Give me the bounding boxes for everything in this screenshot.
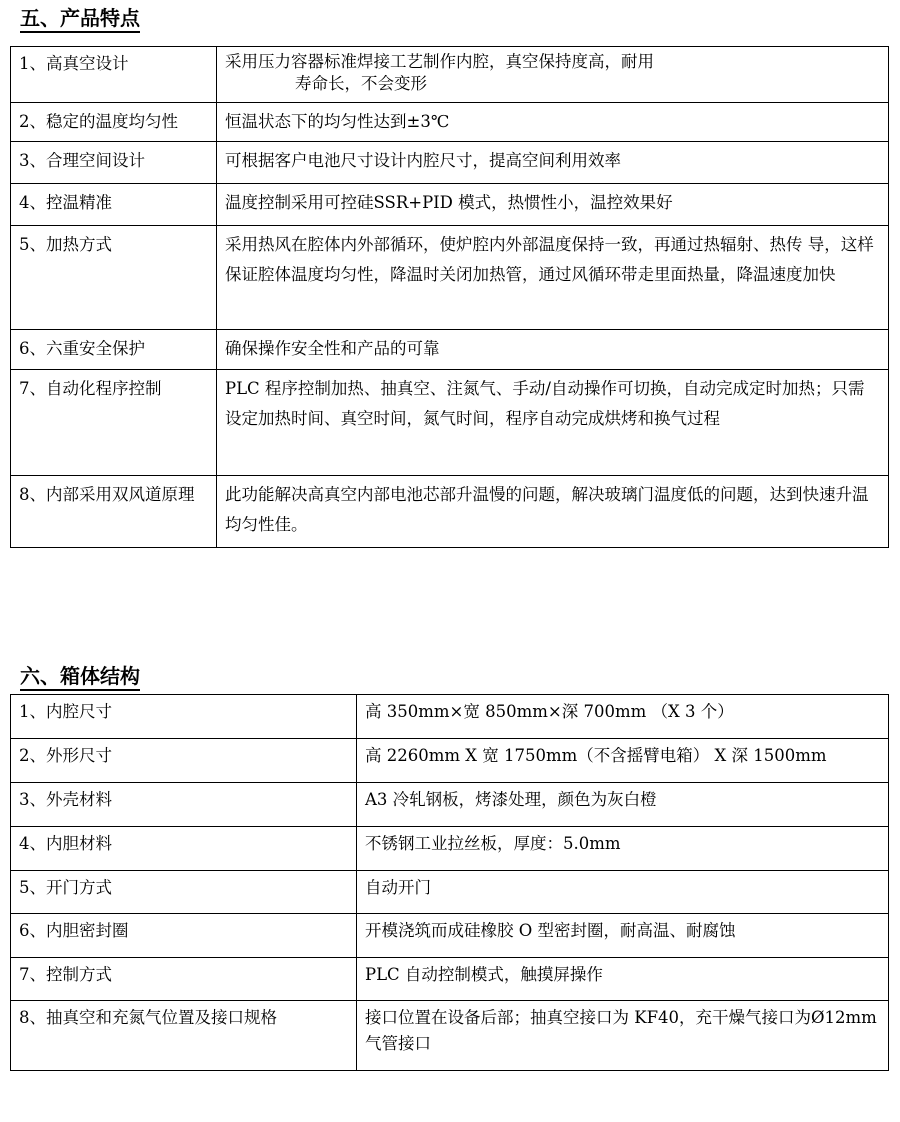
table-row [11,476,889,548]
row-value: 采用热风在腔体内外部循环，使炉腔内外部温度保持一致，再通过热辐射、热传 导，这样保证腔体温度均匀性，降温时关闭加热管，通过风循环带走里面热量，降温速度加快 [217,226,889,330]
row-value: 接口位置在设备后部；抽真空接口为 KF40，充干燥气接口为Ø12mm 气管接口 [357,1001,889,1071]
row-value: 恒温状态下的均匀性达到±3℃ [217,103,889,142]
row-label: 8、内部采用双风道原理 [11,476,217,548]
table-row [11,783,889,827]
row-label: 6、六重安全保护 [11,330,217,370]
structure-table [10,694,889,1071]
table-row [11,103,889,142]
row-label: 1、内腔尺寸 [11,695,357,739]
row-value-line: 寿命长，不会变形 [295,74,427,93]
row-label: 2、稳定的温度均匀性 [11,103,217,142]
row-label: 7、控制方式 [11,958,357,1001]
table-row [11,914,889,958]
table-row [11,370,889,476]
row-value: PLC 自动控制模式，触摸屏操作 [357,958,889,1001]
row-label: 5、开门方式 [11,871,357,914]
row-label: 1、高真空设计 [11,47,217,103]
row-value: 开模浇筑而成硅橡胶 O 型密封圈，耐高温、耐腐蚀 [357,914,889,958]
table-row [11,871,889,914]
row-value-line: 采用压力容器标准焊接工艺制作内腔，真空保持度高，耐用 [225,52,654,71]
row-label: 3、合理空间设计 [11,142,217,184]
row-value: 可根据客户电池尺寸设计内腔尺寸，提高空间利用效率 [217,142,889,184]
row-label: 3、外壳材料 [11,783,357,827]
row-value: 温度控制采用可控硅SSR+PID 模式，热惯性小，温控效果好 [217,184,889,226]
row-value: 确保操作安全性和产品的可靠 [217,330,889,370]
row-label: 8、抽真空和充氮气位置及接口规格 [11,1001,357,1071]
table-row [11,739,889,783]
table-row [11,695,889,739]
table-row [11,1001,889,1071]
row-label: 2、外形尺寸 [11,739,357,783]
table-row [11,142,889,184]
section-title-features: 五、产品特点 [20,6,140,33]
row-label: 5、加热方式 [11,226,217,330]
features-table [10,46,889,548]
row-label: 6、内胆密封圈 [11,914,357,958]
table-row [11,47,889,103]
row-value: 高 2260mm X 宽 1750mm（不含摇臂电箱） X 深 1500mm [357,739,889,783]
row-value: A3 冷轧钢板，烤漆处理，颜色为灰白橙 [357,783,889,827]
row-value: 高 350mm×宽 850mm×深 700mm （X 3 个） [357,695,889,739]
table-row [11,827,889,871]
row-label: 7、自动化程序控制 [11,370,217,476]
table-row [11,226,889,330]
row-value [217,47,889,103]
row-value: 自动开门 [357,871,889,914]
section-title-structure: 六、箱体结构 [20,664,140,691]
row-value: PLC 程序控制加热、抽真空、注氮气、手动/自动操作可切换，自动完成定时加热；只需设定加热时间、真空时间，氮气时间，程序自动完成烘烤和换气过程 [217,370,889,476]
row-label: 4、控温精准 [11,184,217,226]
row-value: 此功能解决高真空内部电池芯部升温慢的问题，解决玻璃门温度低的问题，达到快速升温均匀性佳。 [217,476,889,548]
table-row [11,958,889,1001]
table-row [11,184,889,226]
row-value: 不锈钢工业拉丝板，厚度：5.0mm [357,827,889,871]
row-label: 4、内胆材料 [11,827,357,871]
table-row [11,330,889,370]
